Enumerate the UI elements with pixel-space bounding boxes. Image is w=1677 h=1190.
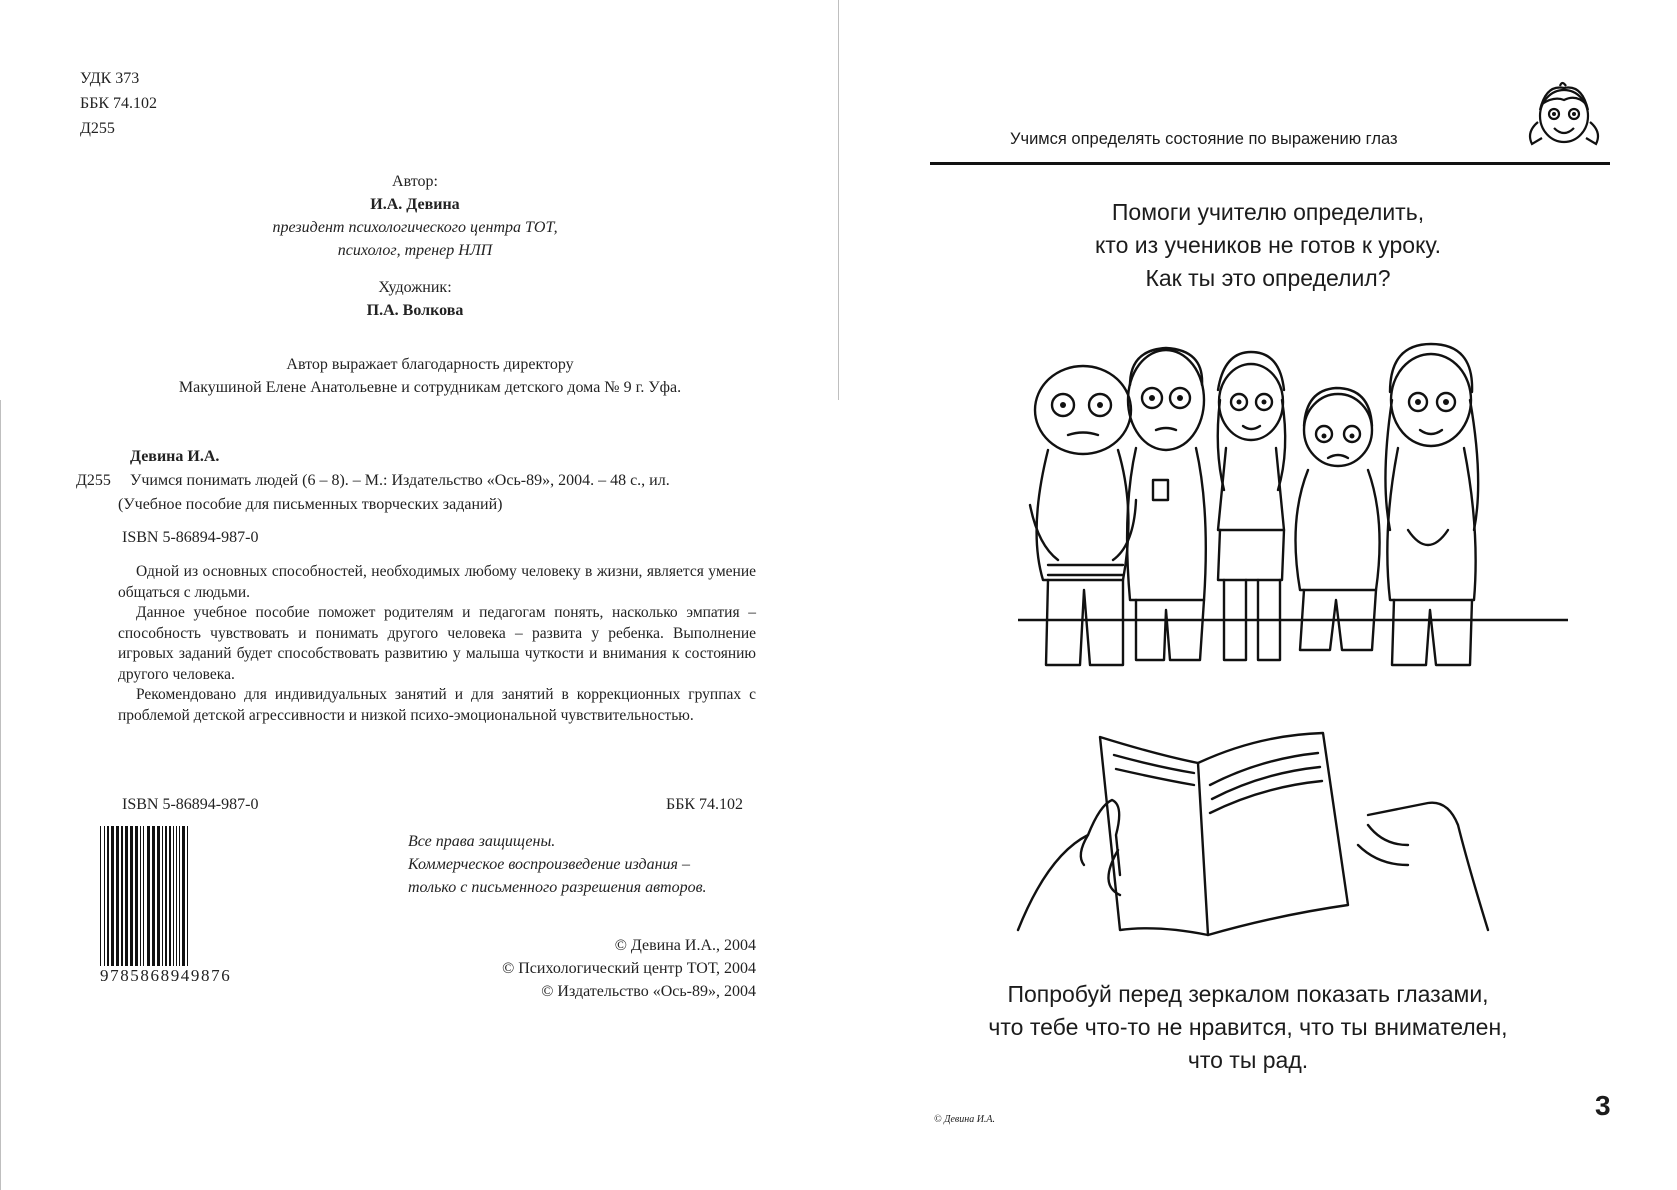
copyright-notices [440,934,756,1003]
rights-line-3: только с письменного разрешения авторов. [408,879,707,896]
author-name: И.А. Девина [370,196,460,213]
barcode-bar [188,826,190,966]
header-rule [930,162,1610,165]
copyright-line-2: © Психологический центр ТОТ, 2004 [502,960,756,977]
abstract-paragraph: Рекомендовано для индивидуальных занятий и для занятий в коррекционных группах с проблемой детской агрессивности и низкой психо-эмоциональной чувствительностью. [118,686,756,724]
task-1-line: Помоги учителю определить, [1111,199,1425,225]
students-illustration [1018,330,1568,680]
udk-code: УДК 373 [80,70,140,87]
rights-notice [408,830,707,899]
catalog-author [130,448,219,466]
task-1-line: Как ты это определил? [1145,265,1391,291]
classification-codes [80,66,157,141]
acknowledgement-line-2: Макушиной Елене Анатольевне и сотрудникам детского дома № 9 г. Уфа. [178,379,682,396]
catalog-entry: Учимся понимать людей (6 – 8). – М.: Издательство «Ось-89», 2004. – 48 с., ил. [130,472,670,489]
acknowledgement-line-1: Автор выражает благодарность директору [286,356,574,373]
author-role-line-2: психолог, тренер НЛП [337,242,493,259]
abstract-paragraph: Данное учебное пособие поможет родителям и педагогам понять, насколько эмпатия – способность чувствовать и понимать другого человека – развита у ребенка. Выполнение игровых заданий будет способствовать развитию у малыша чуткости и внимания к состоянию другого человека. [118,604,756,683]
barcode-bars [100,826,231,966]
section-header: Учимся определять состояние по выражению глаз [1010,130,1398,148]
barcode-digits: 9785868949876 [100,966,232,985]
author-heading: Автор: [392,173,438,190]
rights-line-2: Коммерческое воспроизведение издания – [408,856,690,873]
task-1 [988,196,1548,295]
left-page [0,0,838,1190]
copyright-line-3: © Издательство «Ось-89», 2004 [541,983,756,1000]
page-number: 3 [1595,1090,1611,1121]
bbk-code: ББК 74.102 [80,95,158,112]
task-2-line: что тебе что-то не нравится, что ты внимателен, [988,1014,1508,1040]
task-1-line: кто из учеников не готов к уроку. [1094,232,1442,258]
page-edge [0,400,1,1190]
abstract-paragraph: Одной из основных способностей, необходимых любому человеку в жизни, является умение общаться с людьми. [118,563,756,601]
task-2-line: что ты рад. [1187,1047,1309,1073]
abstract [118,562,756,726]
catalog-isbn: ISBN 5-86894-987-0 [122,529,259,546]
credits-block [220,170,610,322]
page-gutter [838,0,839,400]
task-2-line: Попробуй перед зеркалом показать глазами, [1007,981,1489,1007]
task-2 [968,978,1528,1077]
author-role-line-1: президент психологического центра ТОТ, [272,219,558,236]
rights-line-1: Все права защищены. [408,833,556,850]
footer-bbk: ББК 74.102 [666,796,744,813]
barcode [100,826,231,986]
copyright-line-1: © Девина И.А., 2004 [614,937,756,954]
acknowledgement [110,353,750,399]
artist-heading: Художник: [378,279,452,296]
open-book-illustration [988,725,1528,955]
artist-name: П.А. Волкова [366,302,464,319]
page-copyright: © Девина И.А. [934,1114,996,1125]
catalog-series: (Учебное пособие для письменных творческих заданий) [118,496,503,513]
footer-isbn: ISBN 5-86894-987-0 [122,796,259,813]
author-mark: Д255 [80,120,115,137]
right-page [838,0,1677,1190]
catalog-code: Д255 [76,472,111,489]
catalog-author-name: Девина И.А. [130,448,220,465]
girl-face-icon [1524,78,1604,154]
